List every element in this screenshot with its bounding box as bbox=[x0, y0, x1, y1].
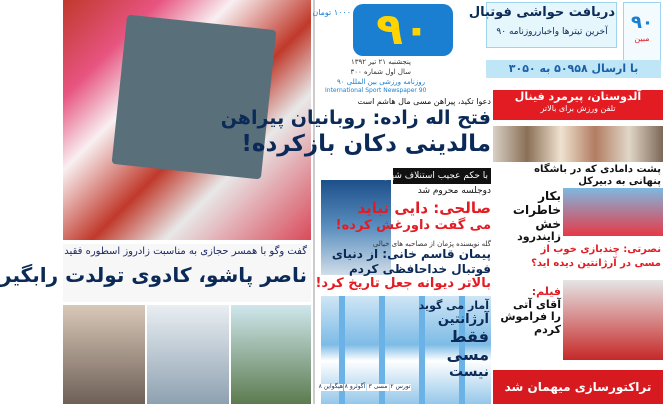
player-tag: هیگواین ۸ bbox=[318, 383, 343, 390]
player-tag: آگوئرو ۸ bbox=[344, 383, 366, 390]
small-label-2: دوجلسه محروم شد bbox=[417, 186, 491, 196]
banner: بالاتر دیوانه جعل تاریخ کرد! bbox=[315, 276, 491, 291]
headline-2: مالدینی دکان بازکرده! bbox=[241, 131, 491, 157]
article-2: فوتبال خداحافظی کردم bbox=[349, 262, 491, 276]
divider bbox=[313, 0, 315, 404]
player-portraits bbox=[493, 126, 663, 162]
promo-strip: با ارسال ۵۰۹۵۸ به ۳۰۵۰ bbox=[486, 60, 661, 78]
photo-thumb-3 bbox=[231, 305, 311, 404]
issue-line: سال اول شماره ۳۰۰ bbox=[350, 68, 411, 76]
bottom-story bbox=[495, 286, 561, 366]
bottom-line-2: آقای آتی bbox=[512, 297, 561, 311]
photo-headline-2: آرژانتین bbox=[437, 311, 489, 327]
ad-title: دریافت حواشی فوتبال bbox=[468, 5, 615, 20]
bottom-line-3: را فراموش bbox=[500, 310, 561, 324]
bottom-line-4: کردم bbox=[534, 322, 561, 336]
column-note: گله نویسنده پژمان از مصاحبه های خیالی bbox=[372, 240, 491, 248]
ad-box bbox=[468, 2, 617, 48]
ad-subtitle: آخرین تیترها واخبارروزنامه ۹۰ bbox=[496, 27, 608, 37]
photo-thumb-1 bbox=[63, 305, 145, 404]
qa-line-2: مسی در آرژانتین دیده اید؟ bbox=[531, 258, 661, 269]
player-tag: مسی ۳ bbox=[368, 383, 388, 390]
qa-line-1: نصرتی: چندبازی خوب از bbox=[540, 244, 661, 255]
subhead-2: می گفت داورغش کرده! bbox=[335, 218, 491, 233]
photo-headline-5: نیست bbox=[448, 364, 489, 381]
bottom-line-1: فیلم: bbox=[531, 285, 561, 298]
small-label-box: با حکم عجیب استنلاف شهریار bbox=[393, 168, 491, 184]
side-line-1: بکار bbox=[538, 189, 561, 203]
kicker: دعوا تکید، پیراهن مسی مال هاشم است bbox=[357, 97, 491, 106]
date-line: پنجشنبه ۲۱ تیر ۱۳۹۲ bbox=[351, 58, 411, 66]
tagline: روزنامه ورزشی بین المللی ۹۰ bbox=[337, 78, 425, 86]
photo-headline-4: مسی bbox=[446, 344, 489, 364]
right-article-title: پشت دامادی که در باشگاه bbox=[534, 164, 661, 175]
photo-headline-3: فقط bbox=[449, 326, 489, 346]
photo-headline-box bbox=[413, 300, 489, 400]
subhead: صالحی: دایی نباید bbox=[357, 199, 491, 217]
tagline-en: International Sport Newspaper 90 bbox=[325, 87, 427, 94]
price: ۱۰۰۰ تومان bbox=[312, 8, 351, 17]
headline-1: فتح اله زاده: روبانیان پیراهن bbox=[220, 107, 491, 129]
player-tags bbox=[318, 383, 411, 402]
photo-headline-1: آمار می گوید bbox=[418, 299, 489, 312]
player-tag: تورس ۲ bbox=[390, 383, 411, 390]
left-headline: ناصر پاشو، کادوی تولدت رابگیر bbox=[0, 263, 307, 287]
right-article-title-2: پنهانی به دبیرکل bbox=[578, 176, 661, 187]
player-photo bbox=[563, 280, 663, 360]
mini-logo: ۹۰ مبین bbox=[623, 2, 661, 62]
photo-thumb-2 bbox=[147, 305, 229, 404]
left-caption-box bbox=[0, 244, 311, 302]
side-line-2: خاطرات bbox=[512, 202, 561, 217]
side-line-4: زایندرود bbox=[517, 230, 561, 244]
article-1: پیمان قاسم خانی: از دنیای bbox=[331, 247, 491, 261]
side-line-3: خش bbox=[535, 216, 561, 231]
match-photo bbox=[563, 188, 663, 236]
left-caption-kicker: گفت وگو با همسر حجازی به مناسبت زادروز اسطوره فقید bbox=[64, 246, 307, 257]
right-bottom-band: تراکتورسازی میهمان شد bbox=[493, 370, 663, 404]
logo: ۹۰ bbox=[353, 4, 453, 56]
right-header-band: آلدوستان، پیرمرد فینال تلفن ورزش برای بالاتر bbox=[493, 90, 663, 120]
